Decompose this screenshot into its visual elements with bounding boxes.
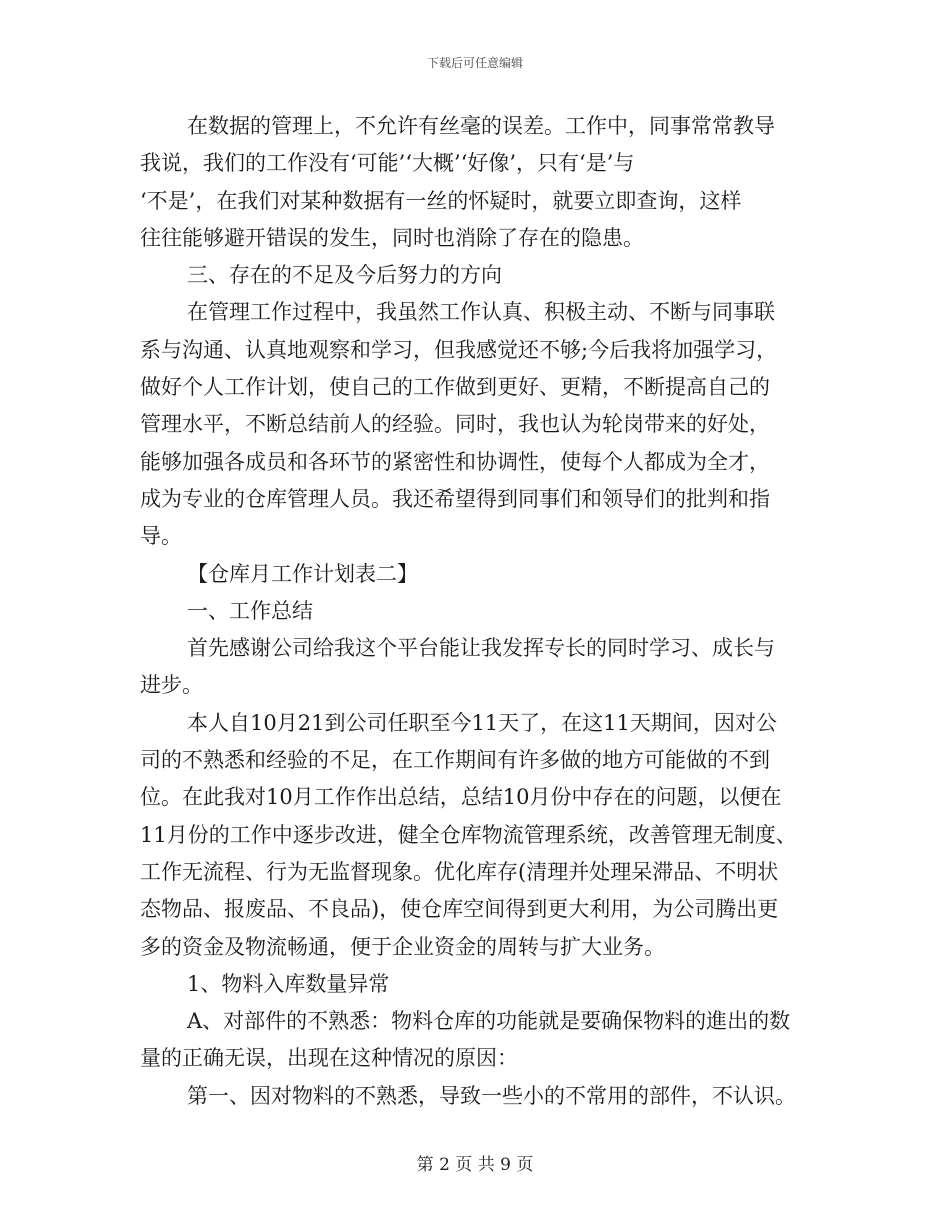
body-line-23: 多的资金及物流畅通，便于企业资金的周转与扩大业务。 [140,934,665,959]
body-line-9: 管理水平，不断总结前人的经验。同时，我也认为轮岗带来的好处， [140,412,770,437]
body-line-21: 工作无流程、行为无监督现象。优化库存(清理并处理呆滞品、不明状 [140,859,779,884]
body-line-10: 能够加强各成员和各环节的紧密性和协调性，使每个人都成为全才， [140,449,770,474]
body-line-19: 位。在此我对10月工作作出总结，总结10月份中存在的问题，以便在 [140,785,782,810]
page-number-footer: 第 2 页 共 9 页 [416,1155,534,1175]
body-line-11: 成为专业的仓库管理人员。我还希望得到同事们和领导们的批判和指 [140,486,770,511]
page-header-note: 下载后可任意编辑 [426,56,523,70]
subsection-heading-1: 1、物料入库数量异常 [187,971,390,996]
body-line-15: 首先感谢公司给我这个平台能让我发挥专长的同时学习、成长与 [187,636,775,661]
body-line-6: 在管理工作过程中，我虽然工作认真、积极主动、不断与同事联 [187,300,775,325]
body-line-8: 做好个人工作计划，使自己的工作做到更好、更精，不断提高自己的 [140,375,770,400]
body-line-27: 第一、因对物料的不熟悉，导致一些小的不常用的部件，不认识。 [187,1083,796,1108]
body-line-2: 我说，我们的工作没有‘可能’‘大概’‘好像’，只有‘是’与 [140,151,635,176]
document-body [140,108,810,1115]
body-line-1: 在数据的管理上，不允许有丝毫的误差。工作中，同事常常教导 [187,114,775,138]
section-heading-3: 三、存在的不足及今后努力的方向 [187,263,502,288]
section-heading-1: 一、工作总结 [187,598,313,623]
body-line-26: 量的正确无误，出现在这种情况的原因： [140,1046,518,1071]
body-line-18: 司的不熟悉和经验的不足，在工作期间有许多做的地方可能做的不到 [140,748,770,773]
body-line-20: 11月份的工作中逐步改进，健全仓库物流管理系统，改善管理无制度、 [140,822,797,847]
body-line-4: 往往能够避开错误的发生，同时也消除了存在的隐患。 [140,225,644,250]
body-line-17: 本人自10月21到公司任职至今11天了，在这11天期间，因对公 [187,710,777,735]
body-line-7: 系与沟通、认真地观察和学习，但我感觉还不够;今后我将加强学习， [140,337,778,362]
body-line-3: ‘不是’，在我们对某种数据有一丝的怀疑时，就要立即查询，这样 [140,188,742,213]
body-line-25: A、对部件的不熟悉：物料仓库的功能就是要确保物料的進出的数 [187,1009,791,1034]
body-line-12: 导。 [140,524,182,549]
body-line-22: 态物品、报废品、不良品)，使仓库空间得到更大利用，为公司腾出更 [140,897,779,922]
body-line-16: 进步。 [140,673,203,698]
plan-table-title: 【仓库月工作计划表二】 [187,561,418,586]
